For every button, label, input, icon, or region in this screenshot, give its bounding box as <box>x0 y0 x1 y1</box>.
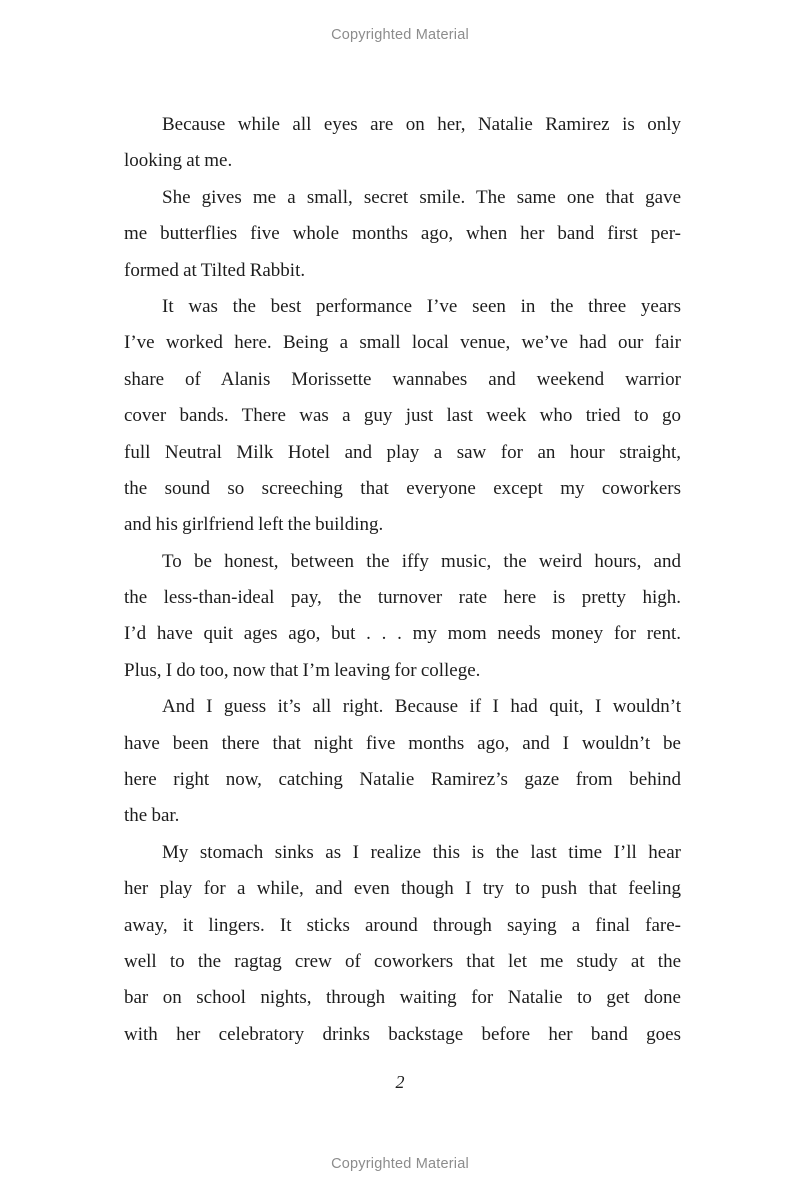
copyright-notice-top: Copyrighted Material <box>331 27 469 43</box>
text-line: I’ve worked here. Being a small local venue, we’ve had our fair <box>124 332 681 354</box>
text-line: full Neutral Milk Hotel and play a saw for an hour straight, <box>124 441 681 463</box>
text-line: have been there that night five months ago, and I wouldn’t be <box>124 732 681 754</box>
text-line: the less-than-ideal pay, the turnover rate here is pretty high. <box>124 587 681 609</box>
text-line: the bar. <box>124 805 180 827</box>
text-line: bar on school nights, through waiting for Natalie to get done <box>124 987 681 1009</box>
text-line: Because while all eyes are on her, Natalie Ramirez is only <box>162 114 681 135</box>
text-line: I’d have quit ages ago, but . . . my mom needs money for rent. <box>124 623 681 645</box>
text-line: My stomach sinks as I realize this is the last time I’ll hear <box>162 841 681 863</box>
text-line: well to the ragtag crew of coworkers that let me study at the <box>124 950 681 972</box>
text-line: and his girlfriend left the building. <box>124 514 384 536</box>
body-text-block <box>124 107 681 1053</box>
page-number: 2 <box>395 1072 405 1092</box>
text-line: cover bands. There was a guy just last week who tried to go <box>124 405 681 427</box>
text-line: Plus, I do too, now that I’m leaving for college. <box>124 659 481 681</box>
text-line: To be honest, between the iffy music, the weird hours, and <box>162 550 681 572</box>
text-line: She gives me a small, secret smile. The same one that gave <box>162 186 681 208</box>
text-line: away, it lingers. It sticks around through saying a final fare- <box>124 914 681 936</box>
text-line: me butterflies five whole months ago, when her band first per- <box>124 223 681 245</box>
copyright-notice-bottom: Copyrighted Material <box>331 1156 469 1172</box>
text-line: And I guess it’s all right. Because if I had quit, I wouldn’t <box>162 696 681 718</box>
text-line: share of Alanis Morissette wannabes and weekend warrior <box>124 368 681 390</box>
text-line: formed at Tilted Rabbit. <box>124 259 306 281</box>
text-line: her play for a while, and even though I try to push that feeling <box>124 878 681 900</box>
text-line: It was the best performance I’ve seen in the three years <box>162 295 681 317</box>
text-line: here right now, catching Natalie Ramirez’s gaze from behind <box>124 769 681 791</box>
text-line: looking at me. <box>124 150 233 172</box>
text-line: the sound so screeching that everyone except my coworkers <box>124 477 681 499</box>
text-line: with her celebratory drinks backstage before her band goes <box>124 1023 681 1045</box>
